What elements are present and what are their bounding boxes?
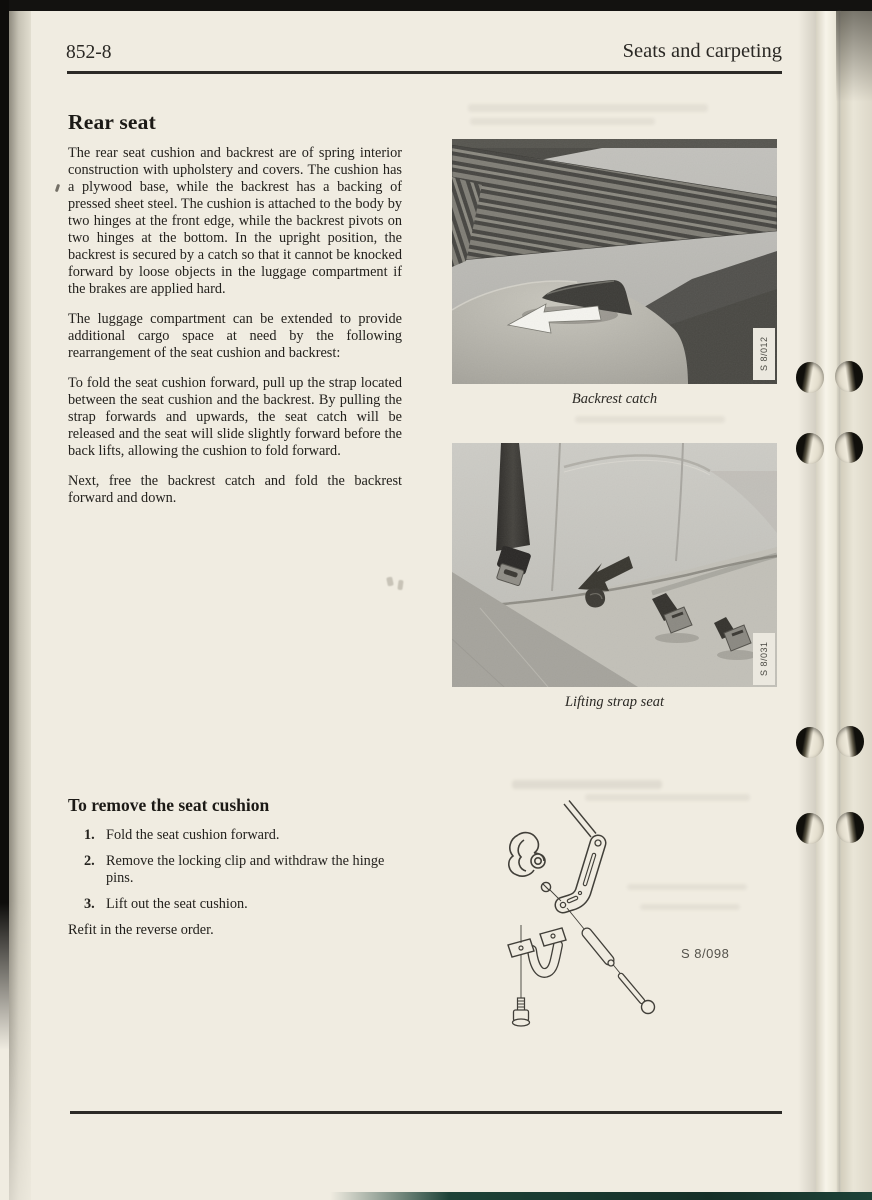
article xyxy=(68,110,402,520)
procedure-heading: To remove the seat cushion xyxy=(68,795,270,815)
step-row xyxy=(84,853,413,887)
procedure xyxy=(68,795,413,939)
bleed-through-mark xyxy=(512,780,662,789)
section-title: Seats and carpeting xyxy=(622,40,782,62)
spine-black-strip xyxy=(0,0,9,1050)
page-edge-ridge xyxy=(816,11,838,1200)
scan-smudge xyxy=(386,576,394,586)
exploded-hinge-diagram xyxy=(480,795,780,1055)
binder-hole xyxy=(796,362,824,393)
locking-clip-drawing xyxy=(509,833,545,877)
scan-speck xyxy=(55,184,60,193)
footer-rule xyxy=(70,1111,782,1114)
figure-2-id-label: S 8/031 xyxy=(753,633,775,685)
rod-line xyxy=(569,801,596,834)
bleed-through-mark xyxy=(640,904,740,910)
bleed-through-mark xyxy=(627,884,747,890)
binder-hole xyxy=(836,726,864,757)
page-stack-edge-fade xyxy=(9,900,31,1200)
binder-hole xyxy=(796,813,824,844)
scan-smudge xyxy=(397,580,403,591)
bolt-drawing xyxy=(513,998,530,1026)
bleed-through-mark xyxy=(585,794,750,801)
procedure-steps xyxy=(68,827,413,913)
article-heading: Rear seat xyxy=(68,110,156,134)
figure-2-caption: Lifting strap seat xyxy=(564,694,665,710)
binder-hole xyxy=(836,812,864,843)
paragraph: Next, free the backrest catch and fold the backrest forward and down. xyxy=(68,473,402,506)
figure-3-id-label: S 8/098 xyxy=(681,946,730,961)
article-body xyxy=(68,145,402,507)
procedure-footer: Refit in the reverse order. xyxy=(68,922,214,938)
photo-grain xyxy=(452,139,777,384)
step-text: Fold the seat cushion forward. xyxy=(106,827,280,843)
binding-edge-strip xyxy=(330,1192,872,1200)
figure-1-id-label: S 8/012 xyxy=(753,328,775,380)
photo-grain xyxy=(452,443,777,687)
step-row xyxy=(84,896,413,913)
figure-1-caption: Backrest catch xyxy=(571,391,658,407)
paragraph: To fold the seat cushion forward, pull up the strap located between the seat cushion and the backrest. By pulling the strap forwards and upwards, the seat catch will be released and the seat will slide slightly forward before the back lifts, allowing the cushion to fold forward. xyxy=(68,375,402,459)
header-rule xyxy=(67,71,782,74)
hinge-arm-drawing xyxy=(560,840,601,908)
step-row xyxy=(84,827,413,844)
page-number: 852-8 xyxy=(66,42,112,63)
top-right-corner-shadow xyxy=(836,11,872,141)
step-number: 2. xyxy=(84,853,95,869)
keeper-clip-drawing xyxy=(541,882,561,901)
step-number: 3. xyxy=(84,896,95,912)
u-bracket-drawing xyxy=(508,928,566,973)
next-page-edge xyxy=(841,11,872,1200)
top-edge-bar xyxy=(0,0,872,11)
binder-hole xyxy=(796,433,824,464)
binder-hole xyxy=(835,361,863,392)
rod-line xyxy=(564,804,591,837)
binder-hole xyxy=(796,727,824,758)
paragraph: The rear seat cushion and backrest are of spring interior construction with upholstery and covers. The cushion has a plywood base, while the backrest has a backing of pressed sheet steel. The cushion is attached to the body by two hinges at the front edge, while the backrest pivots on two hinges at the bottom. In the upright position, the backrest is secured by a catch so that it cannot be knocked forward by loose objects in the luggage compartment if the brakes are applied hard. xyxy=(68,145,402,297)
figure-backrest-catch-photo xyxy=(452,139,777,384)
hinge-pin-drawing xyxy=(587,933,655,1014)
right-gutter-shadow xyxy=(798,11,816,1200)
paragraph: The luggage compartment can be extended to provide additional cargo space at need by the following rearrangement of the seat cushion and backrest: xyxy=(68,311,402,361)
step-text: Lift out the seat cushion. xyxy=(106,896,248,912)
binder-hole xyxy=(835,432,863,463)
figure-lifting-strap-photo xyxy=(452,443,777,687)
step-number: 1. xyxy=(84,827,95,843)
bleed-through-mark xyxy=(575,416,725,423)
bleed-through-mark xyxy=(470,118,655,125)
step-text: Remove the locking clip and withdraw the hinge pins. xyxy=(106,853,385,886)
bleed-through-mark xyxy=(468,104,708,112)
